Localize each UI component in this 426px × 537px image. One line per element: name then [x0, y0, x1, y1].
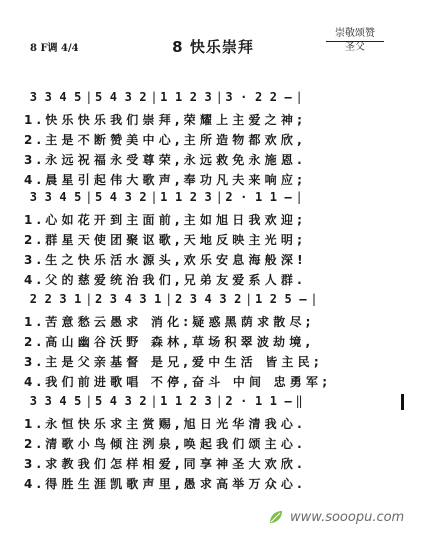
note: 1: [154, 292, 162, 306]
note: —: [299, 292, 307, 306]
lyric-line: 2.群星天使团聚讴歌,天地反映主光明;: [24, 233, 307, 247]
key-signature: 8 F调 4/4: [30, 43, 79, 54]
note: 1: [160, 394, 168, 408]
barline: |: [85, 190, 93, 204]
notation-line: [26, 394, 396, 408]
note: 3: [124, 394, 132, 408]
note: 2: [174, 292, 183, 306]
note: 3: [124, 190, 132, 204]
leaf-logo-icon: [268, 509, 284, 525]
note: 4: [204, 292, 212, 306]
note: 3: [189, 292, 197, 306]
note: 5: [94, 90, 103, 104]
note: 1: [160, 190, 168, 204]
lyric-line: 4.晨星引起伟大歌声,奉功凡夫来响应;: [24, 173, 307, 187]
note: 2: [225, 394, 233, 408]
note: 2: [189, 90, 197, 104]
note: 3: [29, 90, 38, 104]
barline: |: [150, 90, 158, 104]
notation-line: [26, 190, 396, 204]
note: 2: [139, 90, 147, 104]
barline: |: [215, 90, 223, 104]
final-barline: [401, 394, 404, 410]
note: 4: [109, 90, 117, 104]
note: 3: [225, 90, 233, 104]
note: 5: [94, 394, 103, 408]
note: 2: [44, 292, 52, 306]
note: ·: [240, 394, 248, 408]
lyric-line: 1.苦意愁云愚求 消化:疑惑黑荫求散尽;: [24, 315, 315, 329]
note: 5: [74, 190, 82, 204]
note: 1: [174, 394, 183, 408]
barline: |: [295, 90, 303, 104]
note: 2: [269, 292, 277, 306]
note: 4: [59, 190, 67, 204]
note: 2: [269, 90, 277, 104]
note: 2: [29, 292, 38, 306]
note: —: [284, 190, 292, 204]
note: —: [284, 90, 292, 104]
note: 2: [139, 190, 147, 204]
credit-line: 崇敬颂赞: [326, 28, 384, 42]
note: 1: [254, 190, 263, 204]
note: ·: [240, 190, 248, 204]
note: 5: [74, 394, 82, 408]
barline: |: [310, 292, 318, 306]
lyric-line: 1.快乐快乐我们崇拜,荣耀上主爱之神;: [24, 113, 307, 127]
note: —: [284, 394, 292, 408]
note: 2: [225, 190, 233, 204]
notation-line: [26, 292, 396, 306]
lyric-line: 1.永恒快乐求主赏赐,旭日光华清我心.: [24, 417, 306, 431]
credits: [326, 28, 384, 54]
barline: |: [245, 292, 253, 306]
note: 3: [139, 292, 147, 306]
note: 4: [124, 292, 132, 306]
barline: |: [215, 190, 223, 204]
note: 3: [124, 90, 132, 104]
note: 5: [284, 292, 292, 306]
note: 2: [254, 90, 263, 104]
barline: |: [150, 190, 158, 204]
note: 1: [254, 394, 263, 408]
barline: |: [85, 90, 93, 104]
notation-line: [26, 90, 396, 104]
note: 4: [109, 190, 117, 204]
note: 1: [74, 292, 82, 306]
note: 1: [269, 394, 277, 408]
note: 3: [219, 292, 227, 306]
note: 2: [94, 292, 103, 306]
note: 1: [254, 292, 263, 306]
barline: |: [85, 292, 93, 306]
barline: |: [295, 190, 303, 204]
watermark: [268, 508, 418, 526]
lyric-line: 2.清歌小鸟倾注洌泉,唤起我们颂主心.: [24, 437, 306, 451]
lyric-line: 4.我们前进歌唱 不停,奋斗 中间 忠勇军;: [24, 375, 332, 389]
note: 2: [139, 394, 147, 408]
lyric-line: 3.求教我们怎样相爱,同享神圣大欢欣.: [24, 457, 306, 471]
note: 3: [204, 90, 212, 104]
note: 5: [94, 190, 103, 204]
lyric-line: 2.主是不断赞美中心,主所造物都欢欣,: [24, 133, 306, 147]
barline: |: [165, 292, 173, 306]
note: 3: [44, 90, 52, 104]
lyric-line: 4.父的慈爱统治我们,兄弟友爱系人群.: [24, 273, 306, 287]
credit-line: 圣父: [345, 42, 365, 53]
note: 2: [189, 190, 197, 204]
note: 3: [44, 394, 52, 408]
lyric-line: 1.心如花开到主面前,主如旭日我欢迎;: [24, 213, 307, 227]
note: 4: [109, 394, 117, 408]
barline: |: [85, 394, 93, 408]
watermark-text: www.sooopu.com: [290, 509, 405, 525]
note: 5: [74, 90, 82, 104]
note: 4: [59, 90, 67, 104]
note: 3: [59, 292, 67, 306]
note: 3: [109, 292, 117, 306]
lyric-line: 3.永远祝福永受尊荣,永远救免永施恩.: [24, 153, 306, 167]
note: 1: [174, 190, 183, 204]
note: ·: [240, 90, 248, 104]
note: 2: [234, 292, 242, 306]
note: 3: [44, 190, 52, 204]
note: 1: [160, 90, 168, 104]
note: 1: [174, 90, 183, 104]
note: 3: [29, 190, 38, 204]
lyric-line: 2.高山幽谷沃野 森林,草场积翠波劫境,: [24, 335, 315, 349]
barline: |: [150, 394, 158, 408]
note: 3: [204, 190, 212, 204]
note: 2: [189, 394, 197, 408]
note: 3: [29, 394, 38, 408]
note: 4: [59, 394, 67, 408]
note: 1: [269, 190, 277, 204]
lyric-line: 4.得胜生涯凯歌声里,愚求高举万众心.: [24, 477, 306, 491]
lyric-line: 3.生之快乐活水源头,欢乐安息海般深!: [24, 253, 307, 267]
barline: |: [215, 394, 223, 408]
barline: ‖: [295, 394, 303, 408]
score-header: [0, 0, 426, 70]
note: 3: [204, 394, 212, 408]
song-title: 8 快乐崇拜: [172, 38, 254, 56]
lyric-line: 3.主是父亲基督 是兄,爱中生活 皆主民;: [24, 355, 323, 369]
